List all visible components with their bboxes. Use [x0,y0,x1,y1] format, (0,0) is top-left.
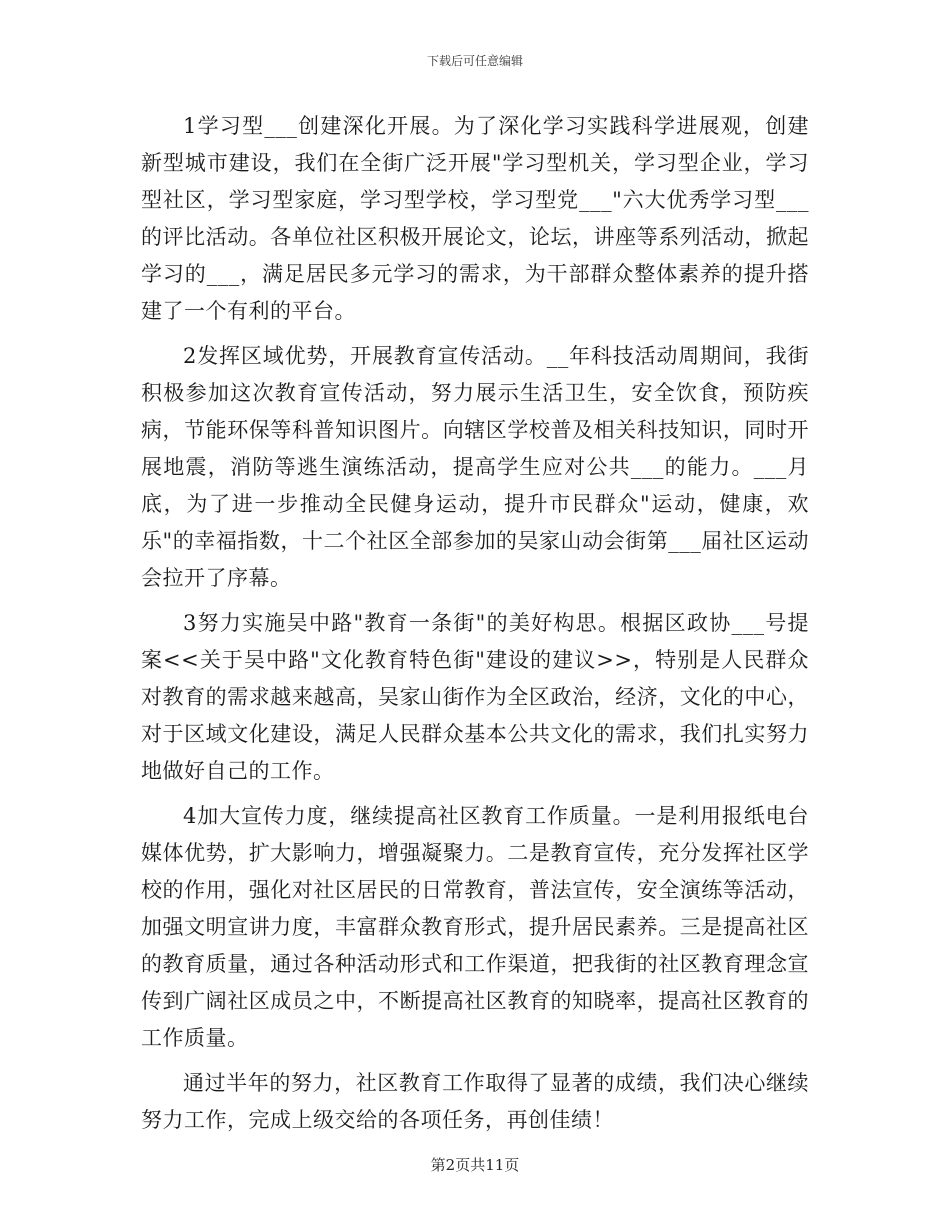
paragraph-4: 4加大宣传力度，继续提高社区教育工作质量。一是利用报纸电台媒体优势，扩大影响力，增强凝聚力。二是教育宣传，充分发挥社区学校的作用，强化对社区居民的日常教育，普法宣传，安全演练等活动，加强文明宣讲力度，丰富群众教育形式，提升居民素养。三是提高社区的教育质量，通过各种活动形式和工作渠道，把我街的社区教育理念宣传到广阔社区成员之中，不断提高社区教育的知晓率，提高社区教育的工作质量。 [141,804,809,1050]
paragraph-1: 1学习型___创建深化开展。为了深化学习实践科学进展观，创建新型城市建设，我们在全街广泛开展"学习型机关，学习型企业，学习型社区，学习型家庭，学习型学校，学习型党___"六大优秀学习型___的评比活动。各单位社区积极开展论文，论坛，讲座等系列活动，掀起学习的___，满足居民多元学习的需求，为干部群众整体素养的提升搭建了一个有利的平台。 [141,114,809,323]
paragraph-2: 2发挥区域优势，开展教育宣传活动。__年科技活动周期间，我街积极参加这次教育宣传活动，努力展示生活卫生，安全饮食，预防疾病，节能环保等科普知识图片。向辖区学校普及相关科技知识，同时开展地震，消防等逃生演练活动，提高学生应对公共___的能力。___月底，为了进一步推动全民健身运动，提升市民群众"运动，健康，欢乐"的幸福指数，十二个社区全部参加的吴家山动会街第___届社区运动会拉开了序幕。 [141,344,809,590]
paragraph-3: 3努力实施吴中路"教育一条街"的美好构思。根据区政协___号提案<<关于吴中路"文化教育特色街"建设的建议>>，特别是人民群众对教育的需求越来越高，吴家山街作为全区政治，经济，文化的中心，对于区域文化建设，满足人民群众基本公共文化的需求，我们扎实努力地做好自己的工作。 [141,611,809,783]
document-body [141,108,809,1147]
page-footer: 第2页共11页 [430,1156,520,1174]
paragraph-5: 通过半年的努力，社区教育工作取得了显著的成绩，我们决心继续努力工作，完成上级交给的各项任务，再创佳绩！ [141,1071,809,1132]
page-header: 下载后可任意编辑 [426,54,523,68]
